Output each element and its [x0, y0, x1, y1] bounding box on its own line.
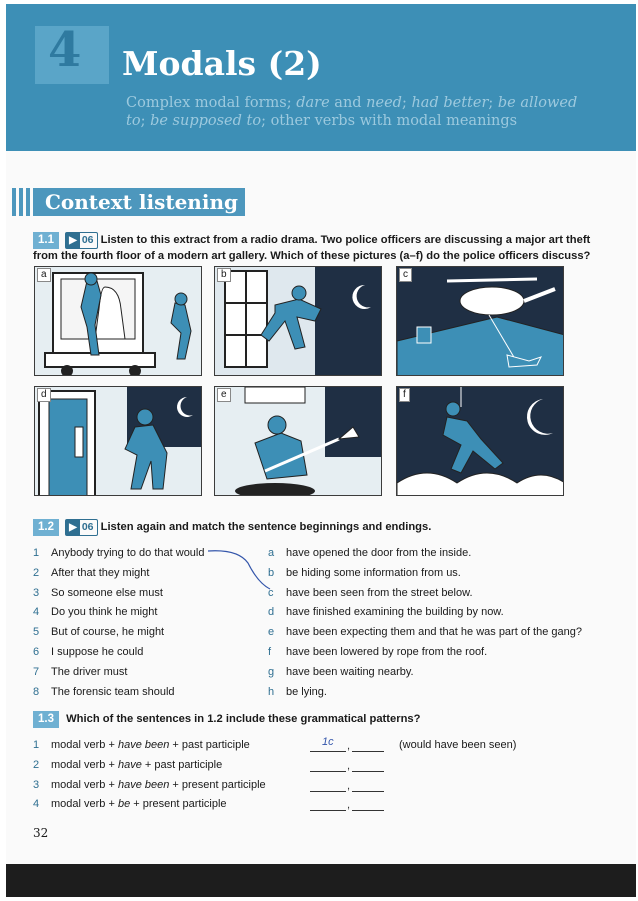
- subtitle-part: ;: [401, 95, 412, 111]
- item-number: 1: [33, 739, 40, 751]
- item-letter: f: [268, 646, 272, 658]
- item-text: But of course, he might: [51, 626, 165, 639]
- example-note: (would have been seen): [399, 739, 517, 751]
- answer-blank[interactable]: [310, 751, 346, 752]
- pattern-text: [51, 778, 266, 792]
- answer-blank[interactable]: [352, 771, 384, 772]
- illustration: [35, 267, 202, 376]
- illustration: [397, 267, 564, 376]
- audio-track-number: 06: [81, 521, 94, 533]
- blank-separator: ,: [347, 799, 351, 812]
- pattern-italic: have been: [117, 778, 170, 791]
- answer-blank[interactable]: [310, 771, 346, 772]
- item-number: 2: [33, 758, 40, 771]
- exercise-1-3: [33, 711, 593, 728]
- item-number: 5: [33, 626, 40, 639]
- picture-label: b: [217, 268, 231, 282]
- answer-blank[interactable]: [310, 791, 346, 792]
- picture-b: [214, 266, 382, 376]
- handwritten-match-line: [206, 544, 276, 594]
- answer-blank[interactable]: [352, 791, 384, 792]
- item-letter: g: [268, 665, 275, 678]
- picture-e: [214, 386, 382, 496]
- item-text: After that they might: [51, 566, 150, 579]
- answer-blank[interactable]: [310, 810, 346, 811]
- section-heading-bars: [12, 188, 38, 216]
- pattern-text: [51, 758, 222, 772]
- pattern-pre: modal verb +: [51, 758, 118, 771]
- item-text: have been seen from the street below.: [286, 586, 473, 599]
- subtitle-part: and: [329, 95, 367, 111]
- subtitle-part: be allowed to: [126, 95, 578, 129]
- unit-header: [6, 4, 636, 151]
- pattern-text: [51, 738, 250, 752]
- play-icon: ▶: [66, 520, 80, 535]
- subtitle-part: need: [366, 95, 402, 111]
- item-text: So someone else must: [51, 586, 163, 599]
- unit-title: Modals (2): [122, 44, 322, 83]
- unit-number: 4: [48, 22, 82, 78]
- page-footer-band: [6, 864, 636, 897]
- item-letter: a: [268, 547, 275, 559]
- answer-blank[interactable]: [352, 810, 384, 811]
- item-letter: b: [268, 566, 275, 579]
- picture-label: a: [37, 268, 51, 282]
- picture-d: [34, 386, 202, 496]
- subtitle-part: Complex modal forms;: [126, 95, 297, 111]
- item-number: 8: [33, 685, 40, 698]
- picture-c: [396, 266, 564, 376]
- blank-separator: ,: [347, 779, 351, 792]
- unit-subtitle: [126, 94, 596, 130]
- subtitle-part: had better: [411, 95, 489, 111]
- item-letter: d: [268, 606, 275, 619]
- pattern-post: + present participle: [169, 778, 266, 791]
- illustration: [215, 267, 382, 376]
- item-number: 2: [33, 566, 40, 579]
- item-number: 3: [33, 586, 40, 599]
- exercise-1-2: [33, 519, 593, 536]
- play-icon: ▶: [66, 233, 80, 248]
- item-number: 3: [33, 778, 40, 791]
- illustration: [397, 387, 564, 496]
- pattern-pre: modal verb +: [51, 798, 118, 811]
- textbook-page: [6, 4, 636, 897]
- pattern-pre: modal verb +: [51, 778, 118, 791]
- item-letter: e: [268, 626, 275, 639]
- audio-track-button[interactable]: [65, 519, 97, 536]
- handwritten-answer: 1c: [322, 736, 334, 748]
- subtitle-part: be supposed to: [150, 113, 262, 129]
- exercise-label: 1.2: [33, 519, 59, 536]
- picture-a: [34, 266, 202, 376]
- illustration: [215, 387, 382, 496]
- answer-blank[interactable]: [352, 751, 384, 752]
- pattern-post: + present participle: [130, 798, 227, 811]
- pattern-italic: have been: [117, 739, 170, 751]
- exercise-label: 1.3: [33, 711, 59, 728]
- pattern-post: + past participle: [141, 758, 223, 771]
- pattern-pre: modal verb +: [51, 739, 118, 751]
- item-text: The driver must: [51, 665, 128, 678]
- item-text: have been lowered by rope from the roof.: [286, 646, 488, 658]
- subtitle-part: ; other verbs with modal meanings: [261, 113, 518, 129]
- subtitle-part: dare: [296, 95, 330, 111]
- pattern-italic: have: [117, 758, 142, 771]
- exercise-instruction: Listen again and match the sentence beginnings and endings.: [100, 521, 432, 533]
- picture-f: [396, 386, 564, 496]
- picture-label: e: [217, 388, 231, 402]
- item-text: have been expecting them and that he was part of the gang?: [286, 626, 582, 639]
- item-letter: c: [268, 586, 274, 599]
- exercise-instruction: Listen to this extract from a radio drama. Two police officers are discussing a major art theft from the fourth floor of a modern art gallery. Which of these pictures (a–f) do the police officers discuss?: [33, 234, 591, 262]
- item-number: 4: [33, 798, 40, 811]
- item-text: have finished examining the building by now.: [286, 606, 504, 619]
- exercise-label: 1.1: [33, 232, 59, 249]
- pattern-post: + past participle: [169, 739, 250, 751]
- picture-label: c: [399, 268, 412, 282]
- item-text: The forensic team should: [51, 685, 175, 698]
- item-text: be lying.: [286, 685, 327, 698]
- exercise-1-1: [33, 232, 593, 264]
- pattern-text: [51, 797, 227, 811]
- item-text: I suppose he could: [51, 646, 144, 658]
- pattern-italic: be: [117, 798, 131, 811]
- subtitle-part: ;: [488, 95, 498, 111]
- exercise-instruction: Which of the sentences in 1.2 include these grammatical patterns?: [66, 713, 421, 725]
- item-text: have opened the door from the inside.: [286, 547, 472, 559]
- item-number: 6: [33, 646, 40, 658]
- blank-separator: ,: [347, 759, 351, 772]
- section-heading: Context listening: [38, 188, 245, 216]
- audio-track-button[interactable]: [65, 232, 97, 249]
- item-letter: h: [268, 685, 275, 698]
- item-number: 7: [33, 665, 40, 678]
- item-text: be hiding some information from us.: [286, 566, 461, 579]
- picture-label: d: [37, 388, 51, 402]
- item-text: Anybody trying to do that would: [51, 547, 205, 559]
- item-text: have been waiting nearby.: [286, 665, 414, 678]
- audio-track-number: 06: [81, 234, 94, 246]
- picture-label: f: [399, 388, 410, 402]
- illustration: [35, 387, 202, 496]
- page-number: 32: [33, 826, 49, 840]
- item-number: 1: [33, 547, 40, 559]
- subtitle-part: ;: [140, 113, 151, 129]
- item-number: 4: [33, 606, 40, 619]
- item-text: Do you think he might: [51, 606, 158, 619]
- blank-separator: ,: [347, 740, 351, 752]
